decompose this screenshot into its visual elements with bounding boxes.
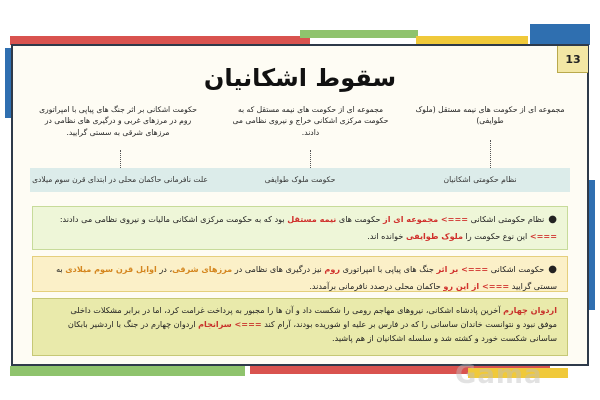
box-text: حکومت های [336, 214, 384, 224]
page-title: سقوط اشکانیان [203, 64, 397, 92]
box-text: این نوع حکومت را [462, 230, 530, 241]
definition-right: مجموعه ای از حکومت های نیمه مستقل (ملوک طوایفی) [415, 105, 565, 126]
arrow-highlight: ===> بر اثر [436, 264, 489, 274]
keyword-highlight: اوایل قرن سوم میلادی [65, 264, 157, 274]
summary-box-government-system [32, 206, 568, 250]
decor-bar-green-bottom [10, 366, 245, 376]
arrow-highlight: ===> از این رو [443, 280, 510, 291]
box-text: نظام حکومتی اشکانی [468, 214, 545, 224]
box-text: خوانده اند. [367, 230, 406, 241]
keyword-highlight: روم [324, 264, 341, 274]
connector-line-left [120, 150, 121, 168]
summary-box-decline-cause [32, 256, 568, 292]
category-row [30, 168, 570, 192]
keyword-highlight: ملوک طوایفی [405, 230, 463, 241]
category-cell: حکومت ملوک طوایفی [264, 175, 336, 185]
category-cell: علت نافرمانی حاکمان محلی در ابتدای قرن سوم میلادی [32, 175, 208, 185]
keyword-highlight: مرزهای شرقی [172, 264, 233, 274]
category-cell: نظام حکومتی اشکانیان [443, 175, 517, 185]
decor-bar-green-top [300, 30, 418, 38]
box-text: جنگ های پیاپی با امپراتوری [340, 264, 437, 274]
box-text: اردوان چهارم در جنگ با اردشیر بابکان ساسانی شکست خورد و کشته شد و سلسله اشکانیان از هم پاشید. [67, 319, 557, 344]
arrow-highlight: ===> سرانجام [198, 319, 262, 330]
decor-bar-blue-top [530, 24, 590, 45]
box-text: ، در [156, 264, 173, 274]
box-text: به سستی گرایید [56, 264, 557, 291]
box-text: نیز درگیری های نظامی در [232, 264, 325, 274]
connector-line-middle [310, 150, 311, 168]
bullet-icon: ● [548, 214, 557, 225]
box-text: بود که به حکومت مرکزی اشکانی مالیات و نیروی نظامی می دادند: [59, 214, 288, 224]
box-text: آخرین پادشاه اشکانی، نیروهای مهاجم رومی را شکست داد و آن ها را مجبور به پرداخت غرامت کرد، اما در برابر مشکلات داخلی موفق نبود و نتوانست خاندان ساسانی را که در فارس بر علیه او شوریده بودند، آرام کند [70, 305, 557, 330]
definition-middle: مجموعه ای از حکومت های نیمه مستقل که به حکومت مرکزی اشکانی خراج و نیروی نظامی می دادند. [232, 105, 389, 137]
arrow-highlight: ===> [529, 230, 557, 241]
bullet-icon: ● [548, 264, 557, 275]
connector-line-right [490, 140, 491, 168]
summary-box-ardavan-iv [32, 298, 568, 356]
page-number-badge: 13 [557, 46, 588, 73]
box-text: حاکمان محلی درصدد نافرمانی برآمدند. [309, 280, 444, 291]
definition-left: حکومت اشکانی بر اثر جنگ های پیاپی با امپراتوری روم در مرزهای غربی و درگیری های نظامی در مرزهای شرقی به سستی گرایید. [39, 105, 197, 137]
keyword-highlight: اردوان چهارم [503, 305, 557, 315]
keyword-highlight: نیمه مستقل [287, 214, 337, 224]
arrow-highlight: ===> مجموعه ای از [383, 214, 469, 224]
watermark-logo: Gama [455, 360, 543, 390]
box-text: حکومت اشکانی [488, 264, 545, 274]
